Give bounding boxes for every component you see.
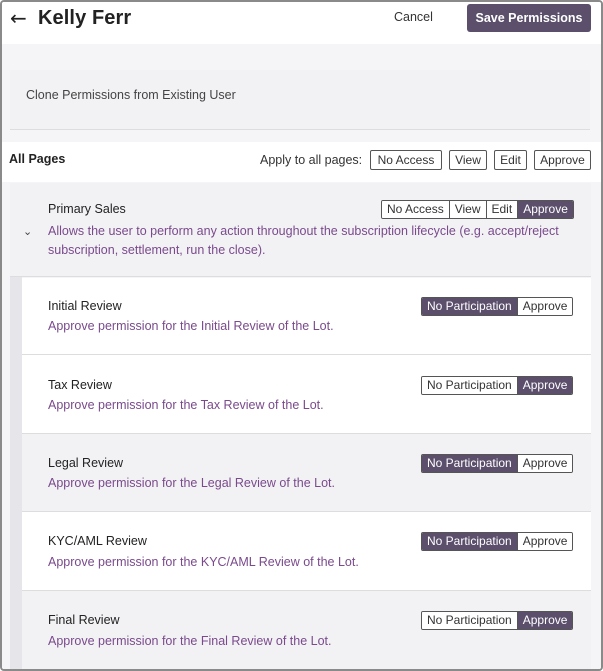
cancel-button[interactable]: Cancel [394, 10, 433, 24]
primary-edit-option[interactable]: Edit [487, 201, 519, 218]
review-description: Approve permission for the Tax Review of the Lot. [48, 398, 324, 412]
review-description: Approve permission for the Initial Review of the Lot. [48, 319, 334, 333]
apply-all-view-button[interactable]: View [449, 150, 487, 170]
review-row-tax [22, 355, 591, 434]
clone-permissions-label: Clone Permissions from Existing User [26, 88, 236, 102]
all-pages-bar [2, 142, 601, 182]
save-permissions-button[interactable]: Save Permissions [467, 4, 591, 32]
approve-option[interactable]: Approve [518, 533, 573, 550]
apply-all-approve-button[interactable]: Approve [534, 150, 591, 170]
review-description: Approve permission for the KYC/AML Review of the Lot. [48, 555, 359, 569]
primary-sales-permission-selector [381, 200, 574, 219]
review-description: Approve permission for the Final Review of the Lot. [48, 634, 332, 648]
page-title: Kelly Ferr [38, 7, 132, 29]
apply-all-no-access-button[interactable]: No Access [370, 150, 442, 170]
review-row-legal [22, 434, 591, 512]
no-participation-option[interactable]: No Participation [422, 612, 518, 629]
review-title: Final Review [48, 613, 120, 627]
review-permission-selector [421, 454, 573, 473]
no-participation-option[interactable]: No Participation [422, 298, 518, 315]
approve-option[interactable]: Approve [518, 298, 573, 315]
review-title: KYC/AML Review [48, 534, 147, 548]
apply-all-edit-button[interactable]: Edit [494, 150, 527, 170]
review-description: Approve permission for the Legal Review of the Lot. [48, 476, 335, 490]
primary-sales-description-line2: subscription, settlement, run the close). [48, 243, 266, 257]
primary-sales-description-line1: Allows the user to perform any action throughout the subscription lifecycle (e.g. accept/reject [48, 224, 559, 238]
review-permission-selector [421, 297, 573, 316]
approve-option[interactable]: Approve [518, 612, 573, 629]
no-participation-option[interactable]: No Participation [422, 377, 518, 394]
review-row-kyc-aml [22, 512, 591, 591]
back-arrow-icon[interactable]: ← [10, 6, 27, 30]
review-permission-selector [421, 532, 573, 551]
indent-rail [10, 277, 22, 671]
approve-option[interactable]: Approve [518, 455, 573, 472]
chevron-down-icon[interactable]: ⌄ [23, 225, 33, 238]
all-pages-label: All Pages [9, 152, 66, 166]
review-title: Legal Review [48, 456, 124, 470]
review-title: Tax Review [48, 378, 112, 392]
no-participation-option[interactable]: No Participation [422, 455, 518, 472]
primary-sales-section [10, 183, 591, 277]
primary-no-access-option[interactable]: No Access [382, 201, 450, 218]
no-participation-option[interactable]: No Participation [422, 533, 518, 550]
header [2, 2, 601, 44]
review-permission-selector [421, 376, 573, 395]
clone-permissions-field[interactable] [10, 70, 590, 130]
approve-option[interactable]: Approve [518, 377, 573, 394]
review-row-final [22, 591, 591, 671]
review-title: Initial Review [48, 299, 122, 313]
primary-view-option[interactable]: View [450, 201, 487, 218]
primary-sales-title: Primary Sales [48, 202, 126, 216]
review-permission-selector [421, 611, 573, 630]
primary-approve-option[interactable]: Approve [518, 201, 573, 218]
apply-to-all-label: Apply to all pages: [260, 153, 363, 167]
review-row-initial [22, 278, 591, 355]
